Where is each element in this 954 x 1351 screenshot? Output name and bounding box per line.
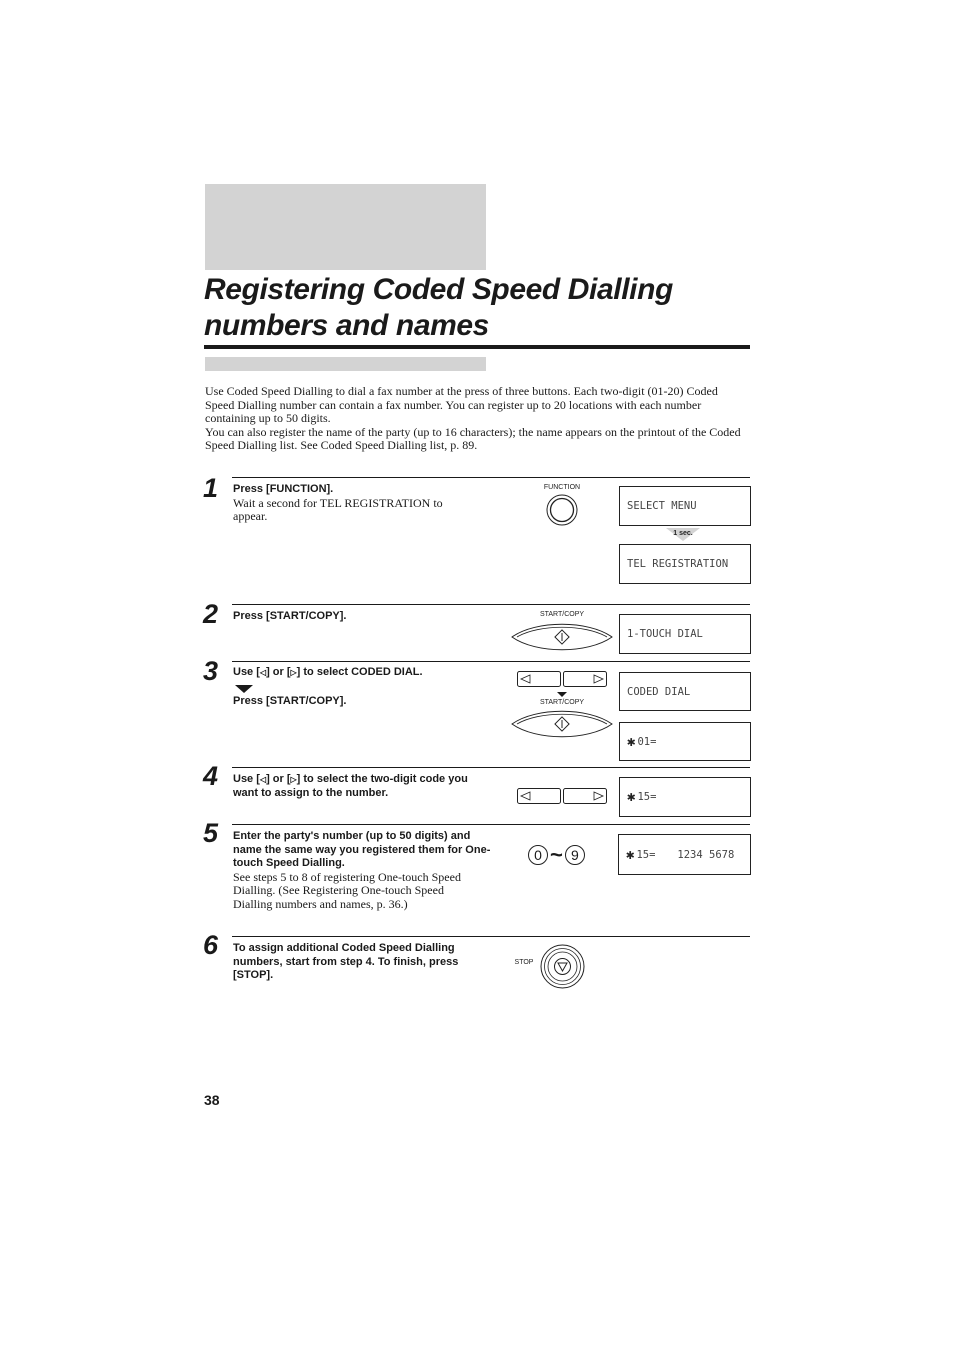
left-arrow-glyph: ◁: [259, 775, 267, 784]
left-arrow-glyph: ◁: [259, 668, 267, 677]
lcd-select-menu: SELECT MENU: [619, 486, 751, 526]
stop-button[interactable]: [540, 944, 585, 989]
right-arrow-glyph: ▷: [290, 775, 297, 784]
title-line-1: Registering Coded Speed Dialling: [204, 273, 673, 306]
right-arrow-glyph: ▷: [290, 668, 297, 677]
step-4-text-c: ] to select the two-digit code you want to assign to the number.: [233, 773, 468, 799]
intro-paragraph-1: Use Coded Speed Dialling to dial a fax number at the press of three buttons. Each two-digit (01-20) Coded Speed Dialling number can contain a fax number. You can register up to 20 locations with each number containing up to 50 digits.: [205, 384, 718, 426]
step-6-number: 6: [203, 930, 219, 960]
lcd-code-15: [619, 777, 751, 817]
delay-label: 1 sec.: [673, 530, 693, 537]
title-line-2: numbers and names: [204, 309, 489, 342]
step-1-number: 1: [203, 473, 219, 503]
lcd-code-text: 15=: [636, 848, 656, 861]
start-copy-button-2[interactable]: [511, 709, 613, 739]
lcd-code-15-number: [618, 834, 751, 875]
intro-text: [205, 385, 750, 453]
page-number: 38: [204, 1092, 220, 1108]
start-copy-label-1: START/COPY: [539, 611, 585, 618]
step-4-number: 4: [203, 761, 219, 791]
step-3-number: 3: [203, 656, 219, 686]
title-rule: [204, 345, 750, 349]
step-5-rule: [232, 824, 750, 825]
intro-paragraph-2: You can also register the name of the party (up to 16 characters); the name appears on the printout of the Coded Speed Dialling list. See Coded Speed Dialling list, p. 89.: [205, 424, 741, 453]
stop-button-label: STOP: [514, 959, 534, 966]
step-3-instruction-1: [233, 666, 495, 680]
start-copy-button-1[interactable]: [511, 622, 613, 652]
then-arrow: [235, 685, 253, 693]
step-2-rule: [232, 604, 750, 605]
step-1-text: [233, 483, 495, 524]
page-title: [204, 272, 764, 344]
lcd-1-touch-dial: 1-TOUCH DIAL: [619, 614, 751, 654]
step-3-text: [233, 666, 495, 708]
step-4-instruction: [233, 773, 491, 800]
step-3-instruction-2: Press [START/COPY].: [233, 694, 347, 707]
step-5-note: See steps 5 to 8 of registering One-touch Speed Dialling. (See Registering One-touch Speed Dialling numbers and names, p. 36.): [233, 869, 461, 911]
step-2-number: 2: [203, 599, 219, 629]
lcd-code-01: [619, 722, 751, 761]
step-1-note: Wait a second for TEL REGISTRATION to appear.: [233, 495, 443, 524]
step-4-text-b: ] or [: [266, 773, 291, 785]
step-3-rule: [232, 661, 750, 662]
lcd-code-15-text: 15=: [637, 791, 657, 803]
step-5-number: 5: [203, 818, 219, 848]
start-copy-label-2: START/COPY: [539, 699, 585, 706]
step-1-instruction: Press [FUNCTION].: [233, 483, 334, 495]
step-6-instruction: To assign additional Coded Speed Dialling numbers, start from step 4. To finish, press [STOP].: [233, 942, 459, 982]
number-keys[interactable]: [528, 843, 598, 867]
left-right-buttons-1[interactable]: [517, 671, 607, 688]
key-0[interactable]: 0: [528, 845, 548, 865]
step-2-instruction: Press [START/COPY].: [233, 610, 347, 622]
step-3-text-c: ] to select CODED DIAL.: [296, 666, 423, 678]
key-9[interactable]: 9: [565, 845, 585, 865]
then-arrow-small: [557, 692, 567, 697]
step-1-rule: [232, 477, 750, 478]
lcd-number-text: 1234 5678: [677, 848, 735, 861]
lcd-coded-dial: CODED DIAL: [619, 672, 751, 711]
step-4-rule: [232, 767, 750, 768]
step-3-text-a: Use [: [233, 666, 260, 678]
tilde-symbol: ~: [550, 842, 563, 867]
step-4-text-a: Use [: [233, 773, 260, 785]
step-3-text-b: ] or [: [266, 666, 291, 678]
function-button[interactable]: [546, 494, 578, 526]
lcd-code-01-text: 01=: [637, 735, 657, 748]
lcd-tel-registration: TEL REGISTRATION: [619, 544, 751, 584]
subtitle-gray-bar: [205, 357, 486, 371]
step-6-rule: [232, 936, 750, 937]
header-gray-block: [205, 184, 486, 270]
step-5-text: [233, 830, 495, 912]
asterisk-icon: ✱: [626, 846, 635, 863]
asterisk-icon: ✱: [627, 733, 636, 750]
step-5-instruction: Enter the party's number (up to 50 digits) and name the same way you registered them for One-touch Speed Dialling.: [233, 830, 491, 870]
function-button-label: FUNCTION: [543, 484, 581, 491]
left-right-buttons-2[interactable]: [517, 788, 607, 805]
asterisk-icon: ✱: [627, 789, 636, 805]
